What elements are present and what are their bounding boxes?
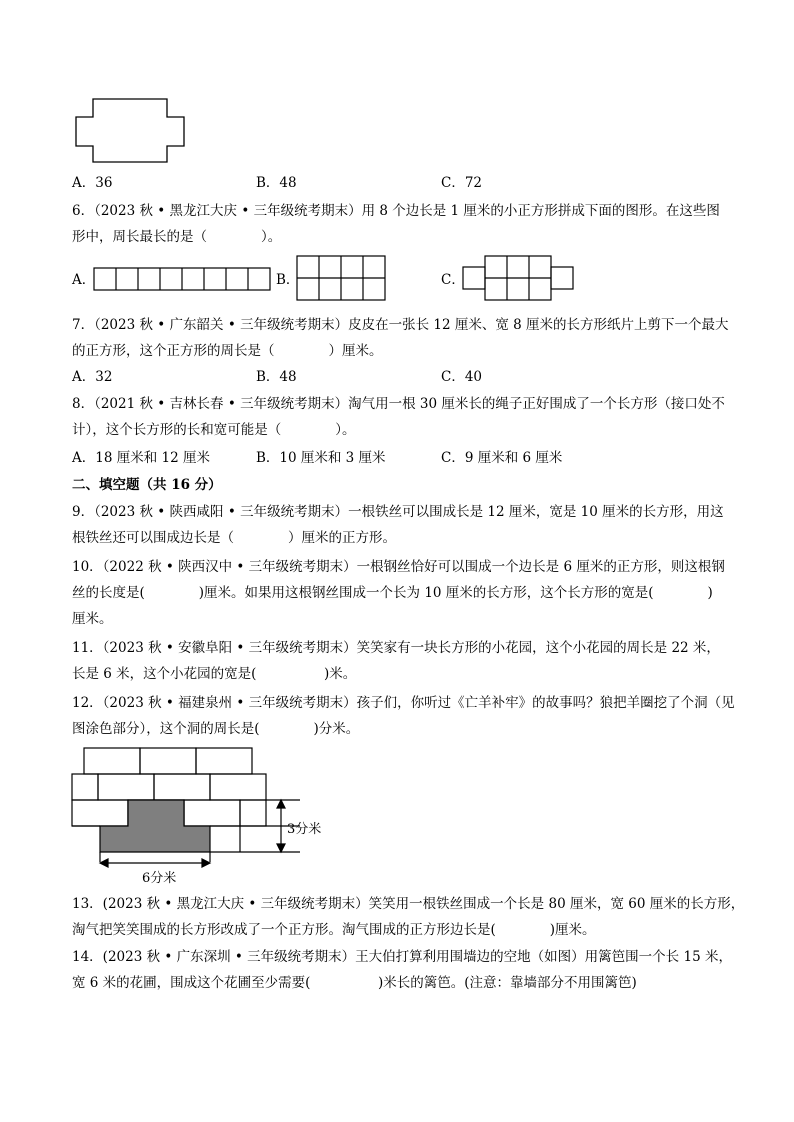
q8-option-c[interactable]: C．9 厘米和 6 厘米 [441, 450, 563, 466]
q5-option-b[interactable]: B．48 [256, 175, 297, 191]
q5-option-c[interactable]: C．72 [441, 175, 483, 191]
q12-width-label: 6分米 [142, 871, 177, 886]
q12-stem-line1: 12．（2023 秋 • 福建泉州 • 三年级统考期末）孩子们，你听过《亡羊补牢》的故事吗？狼把羊圈挖了个洞（见 [72, 695, 735, 711]
q6-option-c-label[interactable]: C． [441, 272, 465, 288]
q14-stem-line1: 14．(2023 秋 • 广东深圳 • 三年级统考期末）王大伯打算利用围墙边的空地（如图）用篱笆围一个长 15 米， [72, 949, 732, 965]
q12-height-label: 3分米 [287, 822, 322, 837]
q11-stem-line1: 11．（2023 秋 • 安徽阜阳 • 三年级统考期末）笑笑家有一块长方形的小花园，这个小花园的周长是 22 米， [72, 640, 720, 656]
q10-stem-line3: 厘米。 [72, 611, 113, 627]
q10-stem-line1: 10．（2022 秋 • 陕西汉中 • 三年级统考期末）一根钢丝恰好可以围成一个边长是 6 厘米的正方形，则这根钢 [72, 559, 725, 575]
q8-option-b[interactable]: B．10 厘米和 3 厘米 [256, 450, 386, 466]
q7-option-c[interactable]: C．40 [441, 369, 483, 385]
q12-stem-line2: 图涂色部分），这个洞的周长是( )分米。 [72, 721, 360, 737]
q7-option-b[interactable]: B．48 [256, 369, 297, 385]
q6-option-b-label[interactable]: B． [276, 272, 300, 288]
section-title-fill-blank: 二、填空题（共 16 分） [72, 477, 222, 493]
q7-stem-line1: 7．（2023 秋 • 广东韶关 • 三年级统考期末）皮皮在一张长 12 厘米、宽 8 厘米的长方形纸片上剪下一个最大 [72, 317, 729, 333]
q13-stem-line2: 淘气把笑笑围成的长方形改成了一个正方形。淘气围成的正方形边长是( )厘米。 [72, 922, 596, 938]
q14-stem-line2: 宽 6 米的花圃，围成这个花圃至少需要( )米长的篱笆。(注意：靠墙部分不用围篱笆) [72, 975, 637, 991]
q5-option-a[interactable]: A．36 [72, 175, 113, 191]
q6-option-a-label[interactable]: A． [72, 272, 96, 288]
q8-option-a[interactable]: A．18 厘米和 12 厘米 [72, 450, 210, 466]
q12-shaded-hole [100, 800, 210, 852]
q10-stem-line2: 丝的长度是( )厘米。如果用这根钢丝围成一个长为 10 厘米的长方形，这个长方形的宽是( ) [72, 585, 713, 601]
q7-option-a[interactable]: A．32 [72, 369, 113, 385]
q13-stem-line1: 13．(2023 秋 • 黑龙江大庆 • 三年级统考期末）笑笑用一根铁丝围成一个长是 80 厘米，宽 60 厘米的长方形， [72, 896, 745, 912]
q7-stem-line2: 的正方形，这个正方形的周长是（ ）厘米。 [72, 343, 383, 359]
q6-stem-line1: 6．（2023 秋 • 黑龙江大庆 • 三年级统考期末）用 8 个边长是 1 厘米的小正方形拼成下面的图形。在这些图 [72, 203, 720, 219]
q9-stem-line2: 根铁丝还可以围成边长是（ ）厘米的正方形。 [72, 530, 396, 546]
q9-stem-line1: 9．（2023 秋 • 陕西咸阳 • 三年级统考期末）一根铁丝可以围成长是 12 厘米，宽是 10 厘米的长方形，用这 [72, 504, 724, 520]
q11-stem-line2: 长是 6 米，这个小花园的宽是( )米。 [72, 666, 357, 682]
q8-stem-line2: 计），这个长方形的长和宽可能是（ ）。 [72, 422, 356, 438]
q8-stem-line1: 8．（2021 秋 • 吉林长春 • 三年级统考期末）淘气用一根 30 厘米长的绳子正好围成了一个长方形（接口处不 [72, 396, 725, 412]
q6-stem-line2: 形中，周长最长的是（ ）。 [72, 229, 282, 245]
